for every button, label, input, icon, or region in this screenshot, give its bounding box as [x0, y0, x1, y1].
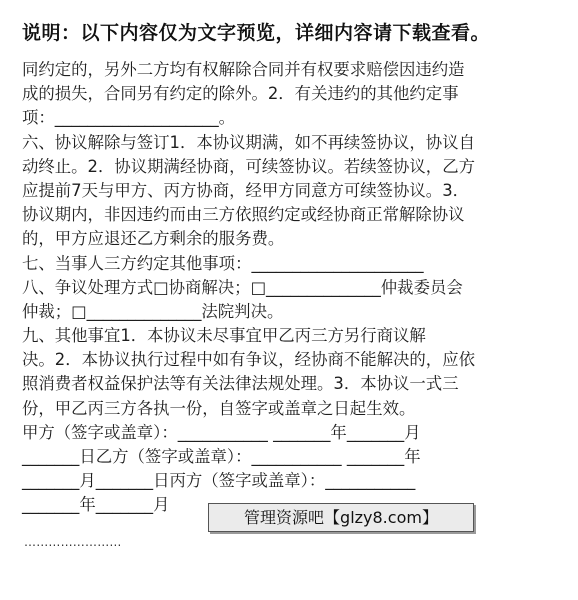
site-watermark-badge: 管理资源吧【glzy8.com】	[208, 503, 474, 532]
text-line: 甲方（签字或盖章）：___________ _______年_______月	[22, 422, 421, 442]
text-line: 的，甲方应退还乙方剩余的服务费。	[22, 229, 285, 249]
text-line: 同约定的，另外二方均有权解除合同并有权要求赔偿因违约造	[22, 60, 465, 79]
text-line: 动终止。2．协议期满经协商，可续签协议。若续签协议，乙方	[22, 156, 475, 176]
text-line: 应提前7天与甲方、丙方协商，经甲方同意方可续签协议。3．	[22, 180, 470, 200]
text-line: 八、争议处理方式□协商解决；□______________仲裁委员会	[22, 277, 463, 297]
text-line: _______日乙方（签字或盖章）：___________ _______年	[22, 447, 421, 466]
text-line: 九、其他事宜1．本协议未尽事宜甲乙丙三方另行商议解	[22, 326, 426, 346]
text-line: 成的损失，合同另有约定的除外。2．有关违约的其他约定事	[22, 84, 459, 104]
text-line: 项：____________________。	[22, 108, 236, 128]
preview-notice: 说明：以下内容仅为文字预览，详细内容请下载查看。	[22, 22, 491, 44]
text-line: 照消费者权益保护法等有关法律法规处理。3．本协议一式三	[22, 374, 459, 394]
text-line: 协议期内，非因违约而由三方依照约定或经协商正常解除协议	[22, 205, 465, 225]
truncation-dots: ……………………	[24, 535, 122, 549]
text-line: 决。2．本协议执行过程中如有争议，经协商不能解决的，应依	[22, 350, 475, 370]
text-line: 份，甲乙丙三方各执一份，自签字或盖章之日起生效。	[22, 398, 416, 418]
text-line: 六、协议解除与签订1．本协议期满，如不再续签协议，协议自	[22, 132, 475, 152]
document-body	[22, 58, 562, 518]
text-line: _______月_______日丙方（签字或盖章）：___________	[22, 471, 416, 491]
text-line: _______年_______月	[22, 495, 170, 515]
text-line: 七、当事人三方约定其他事项：_____________________	[22, 253, 424, 273]
text-line: 仲裁；□______________法院判决。	[22, 301, 284, 321]
